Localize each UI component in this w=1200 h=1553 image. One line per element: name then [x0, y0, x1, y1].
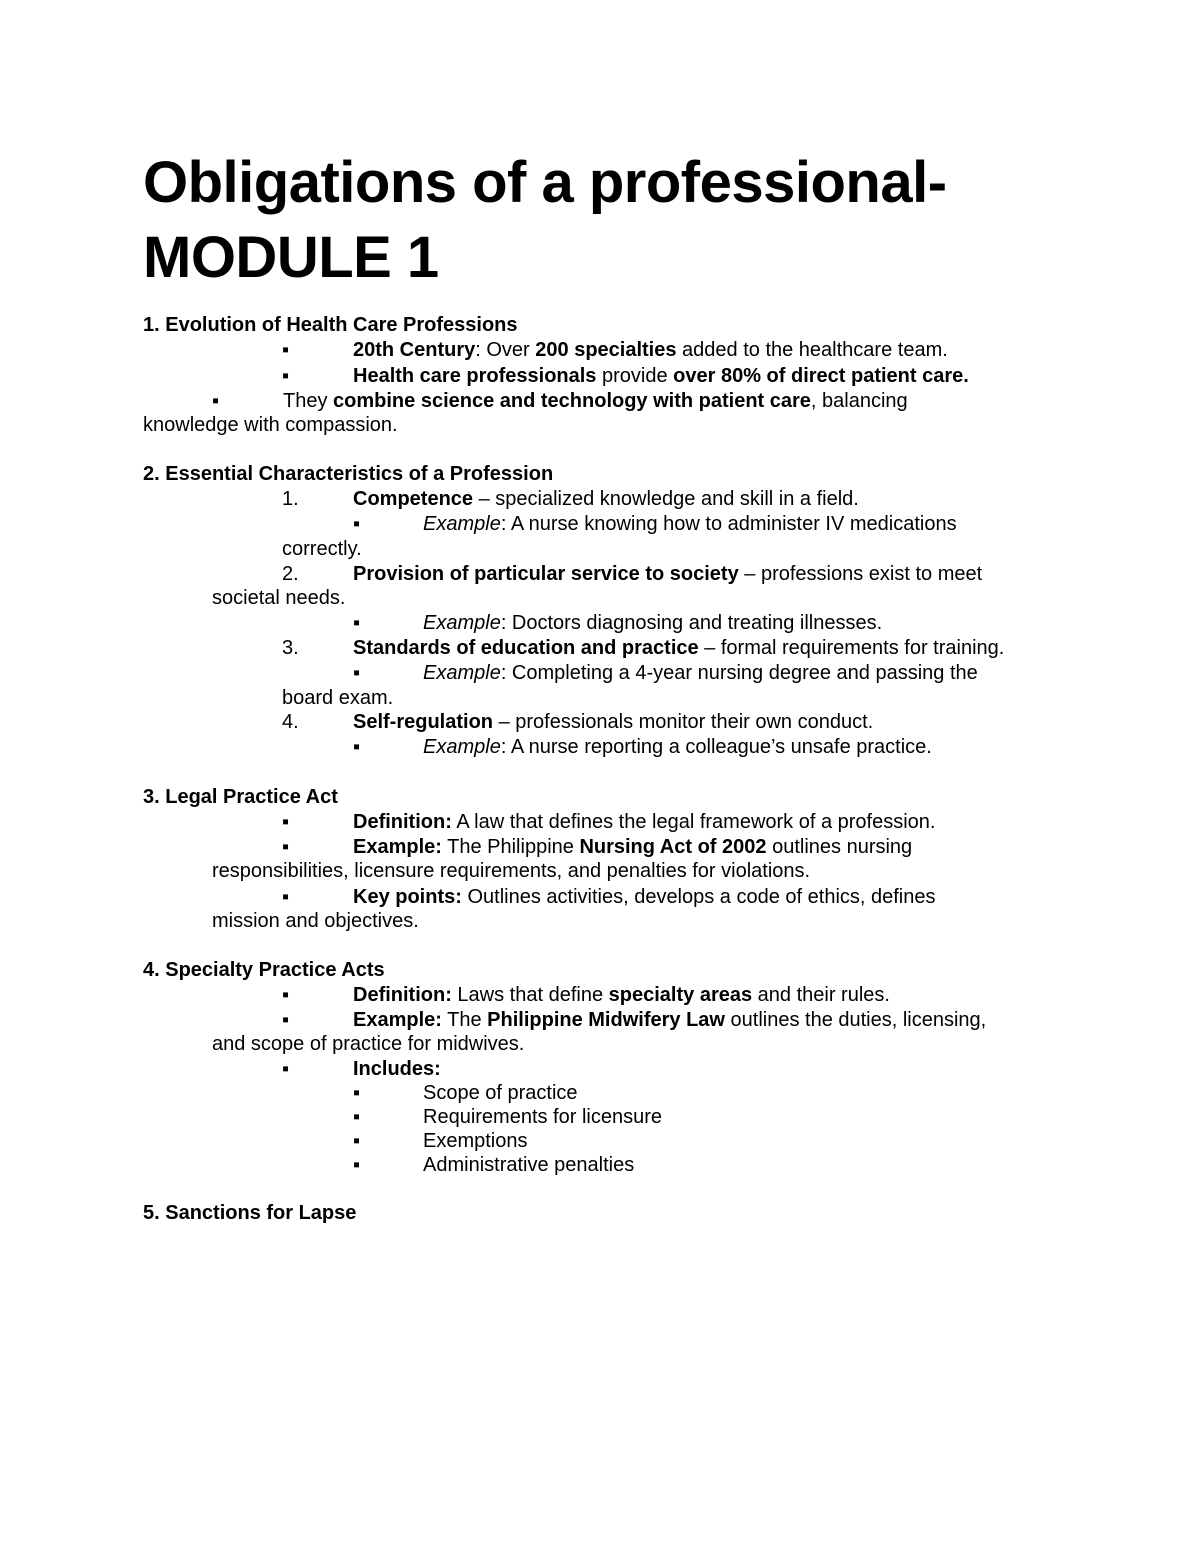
s3-bullet-3: Key points: Outlines activities, develops a code of ethics, defines	[353, 886, 936, 908]
section-1-heading: 1. Evolution of Health Care Professions	[143, 314, 518, 336]
bullet-icon: ▪	[212, 390, 220, 412]
s1-bullet-2: Health care professionals provide over 80% of direct patient care.	[353, 365, 969, 387]
s2-item-3-example-continuation: board exam.	[282, 687, 394, 709]
section-3-heading: 3. Legal Practice Act	[143, 786, 338, 808]
bullet-icon: ▪	[282, 339, 290, 361]
s2-item-1: Competence – specialized knowledge and skill in a field.	[353, 488, 859, 510]
page-title: Obligations of a professional- MODULE 1	[143, 150, 947, 290]
s1-bullet-1: 20th Century: Over 200 specialties added to the healthcare team.	[353, 339, 948, 361]
s3-bullet-2: Example: The Philippine Nursing Act of 2002 outlines nursing	[353, 836, 913, 858]
s2-item-4-example: Example: A nurse reporting a colleague’s unsafe practice.	[423, 736, 932, 758]
bullet-icon: ▪	[282, 886, 290, 908]
bullet-icon: ▪	[282, 1058, 290, 1080]
s3-bullet-2-continuation: responsibilities, licensure requirements, and penalties for violations.	[212, 860, 811, 882]
bullet-icon: ▪	[353, 736, 361, 758]
s2-item-2-continuation: societal needs.	[212, 587, 346, 609]
s2-item-1-example-continuation: correctly.	[282, 538, 362, 560]
item-number: 4.	[282, 711, 299, 733]
bullet-icon: ▪	[353, 1154, 361, 1176]
s4-bullet-2: Example: The Philippine Midwifery Law outlines the duties, licensing,	[353, 1009, 987, 1031]
includes-item: Exemptions	[423, 1130, 528, 1152]
item-number: 3.	[282, 637, 299, 659]
s1-bullet-3-continuation: knowledge with compassion.	[143, 414, 398, 436]
s4-bullet-1: Definition: Laws that define specialty areas and their rules.	[353, 984, 890, 1006]
includes-item: Scope of practice	[423, 1082, 578, 1104]
s4-bullet-3: Includes:	[353, 1058, 441, 1080]
bullet-icon: ▪	[282, 811, 290, 833]
s2-item-3: Standards of education and practice – formal requirements for training.	[353, 637, 1005, 659]
item-number: 1.	[282, 488, 299, 510]
s3-bullet-3-continuation: mission and objectives.	[212, 910, 419, 932]
s2-item-1-example: Example: A nurse knowing how to administer IV medications	[423, 513, 957, 535]
s3-bullet-1: Definition: A law that defines the legal framework of a profession.	[353, 811, 936, 833]
s1-bullet-3: They combine science and technology with patient care, balancing	[283, 390, 908, 412]
s2-item-2: Provision of particular service to society – professions exist to meet	[353, 563, 983, 585]
bullet-icon: ▪	[353, 662, 361, 684]
bullet-icon: ▪	[282, 1009, 290, 1031]
s2-item-2-example: Example: Doctors diagnosing and treating illnesses.	[423, 612, 883, 634]
section-5-heading: 5. Sanctions for Lapse	[143, 1202, 357, 1224]
bullet-icon: ▪	[353, 513, 361, 535]
s4-bullet-2-continuation: and scope of practice for midwives.	[212, 1033, 525, 1055]
bullet-icon: ▪	[353, 1130, 361, 1152]
bullet-icon: ▪	[353, 1082, 361, 1104]
includes-item: Requirements for licensure	[423, 1106, 662, 1128]
includes-item: Administrative penalties	[423, 1154, 635, 1176]
section-4-heading: 4. Specialty Practice Acts	[143, 959, 385, 981]
s2-item-3-example: Example: Completing a 4-year nursing degree and passing the	[423, 662, 978, 684]
bullet-icon: ▪	[282, 365, 290, 387]
bullet-icon: ▪	[353, 612, 361, 634]
s2-item-4: Self-regulation – professionals monitor their own conduct.	[353, 711, 874, 733]
bullet-icon: ▪	[353, 1106, 361, 1128]
bullet-icon: ▪	[282, 836, 290, 858]
section-2-heading: 2. Essential Characteristics of a Profession	[143, 463, 554, 485]
item-number: 2.	[282, 563, 299, 585]
bullet-icon: ▪	[282, 984, 290, 1006]
